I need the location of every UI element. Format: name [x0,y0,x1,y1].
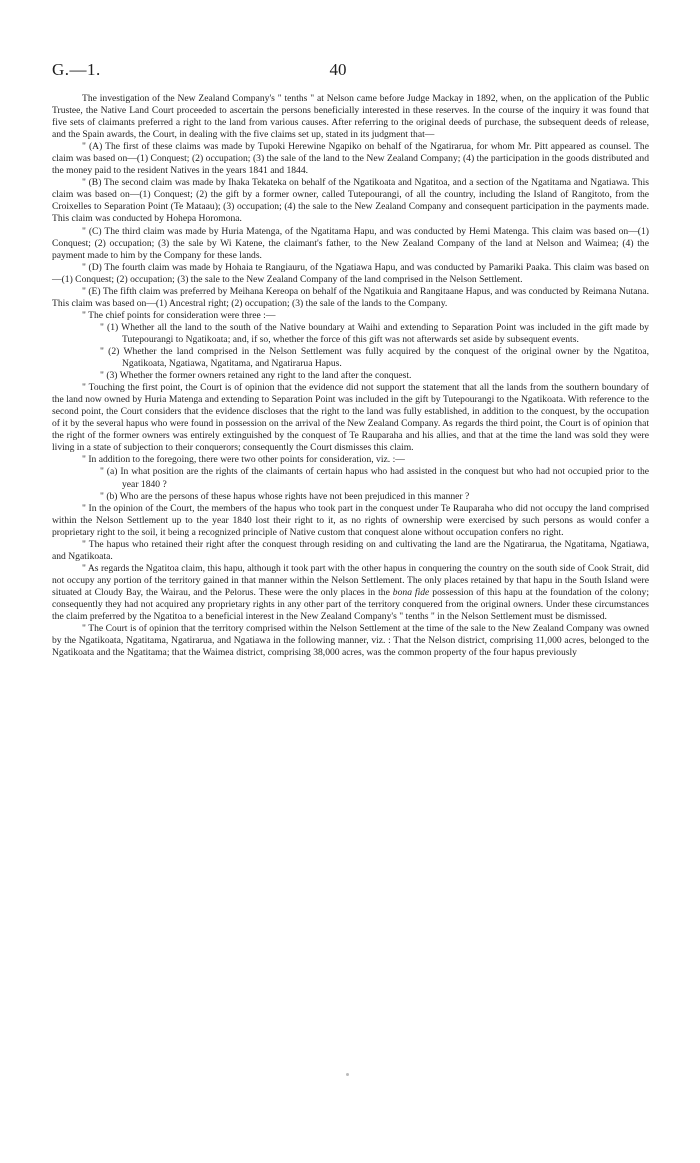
territory-paragraph: " The Court is of opinion that the territory comprised within the Nelson Settlement at the time of the sale to the New Zealand Company was owned by the Ngatikoata, Ngatitama, Ngatirarua, and Ngatiawa in the following manner, viz. : That the Nelson district, comprising 11,000 acres, belonged to the Ngatikoata and the Ngatitama; that the Waimea district, comprising 38,000 acres, was the common property of the four hapus previously [52,623,649,659]
question-b-label: " (b) [100,490,118,502]
claim-a-paragraph: " (A) The first of these claims was made by Tupoki Herewine Ngapiko on behalf of the Ngatirarua, for whom Mr. Pitt appeared as counsel. The claim was based on—(1) Conquest; (2) occupation; (3) the sale of the land to the New Zealand Company; (4) the participation in the goods distributed and the money paid to the resident Natives in the years 1841 and 1844. [52,141,649,177]
touching-paragraph: " Touching the first point, the Court is of opinion that the evidence did not support the statement that all the lands from the southern boundary of the land now owned by Huria Matenga and extending to Separation Point was included in the gift by Tutepourangi to the Ngatikoata. With reference to the second point, the Court considers that the evidence discloses that the right to the land was fully established, in addition to the conquest, by the occupation of it by the several hapus who were found in possession on the arrival of the New Zealand Company. As regards the third point, the Court is of opinion that the right of the former owners was entirely extinguished by the conquest of Te Rauparaha and his allies, and that at the time the land was sold they were living in a state of subjection to their conquerors; consequently the Court dismisses this claim. [52,382,649,454]
claim-b-paragraph: " (B) The second claim was made by Ihaka Tekateka on behalf of the Ngatikoata and Ngatitoa, and a section of the Ngatitama and Ngatiawa. This claim was based on—(1) Conquest; (2) the gift by a former owner, called Tutepourangi, of all the country, including the Island of Rangitoto, from the Croixelles to Separation Point (Te Mataau); (3) occupation; (4) the sale to the New Zealand Company and consequent participation in the payments made. This claim was conducted by Hohepa Horomona. [52,177,649,225]
claim-e-paragraph: " (E) The fifth claim was preferred by Meihana Kereopa on behalf of the Ngatikuia and Rangitaane Hapus, and was conducted by Reimana Nutana. This claim was based on—(1) Ancestral right; (2) occupation; (3) the sale of the lands to the Company. [52,285,649,309]
point-1-label: " (1) [100,321,119,333]
bona-fide-italic: bona fide [392,586,430,598]
point-2-label: " (2) [100,345,120,357]
document-code: G.—1. [52,60,101,79]
question-b-text: Who are the persons of these hapus whose rights have not been prejudiced in this manner ? [119,490,470,502]
question-a [52,466,649,490]
chief-points-paragraph: " The chief points for consideration were three :— [82,309,276,321]
hapus-paragraph: " The hapus who retained their right after the conquest through residing on and cultivating the land are the Ngatirarua, the Ngatitama, Ngatiawa, and Ngatikoata. [52,538,649,562]
claim-d-paragraph: " (D) The fourth claim was made by Hohaia te Rangiauru, of the Ngatiawa Hapu, and was conducted by Pamariki Paaka. This claim was based on—(1) Conquest; (2) occupation; (3) the sale to the New Zealand Company of the land comprised in the Nelson Settlement. [52,261,649,285]
point-2-text: Whether the land comprised in the Nelson Settlement was fully acquired by the conquest of the original owner by the Ngatitoa, Ngatikoata, Ngatiawa, Ngatitama, and Ngatirarua Hapus. [122,345,649,370]
addition-paragraph: " In addition to the foregoing, there were two other points for consideration, viz. :— [82,454,405,466]
point-3 [52,370,649,382]
question-b [52,491,649,503]
point-1-text: Whether all the land to the south of the Native boundary at Waihi and extending to Separation Point was included in the gift made by Tutepourangi to Ngatikoata; and, if so, whether the force of this gift was not afterwards set aside by subsequent events. [121,321,649,345]
point-3-label: " (3) [100,370,118,382]
claim-c-paragraph: " (C) The third claim was made by Huria Matenga, of the Ngatitama Hapu, and was conducted by Hemi Matenga. This claim was based on—(1) Conquest; (2) occupation; (3) the sale by Wi Katene, the claimant's father, to the New Zealand Company of the land at Nelson and Waimea; (4) the payment made to him by the Company for these lands. [52,225,649,261]
scan-speck [346,1073,349,1076]
opinion-paragraph: " In the opinion of the Court, the members of the hapus who took part in the conquest under Te Rauparaha who did not occupy the land comprised within the Nelson Settlement up to the year 1840 lost their right to it, as no rights of ownership were exercised by such persons as would confer a proprietary right to the soil, it being a recognized principle of Native custom that conquest alone without occupation confers no right. [52,502,649,538]
document-body [52,93,649,659]
intro-paragraph: The investigation of the New Zealand Company's " tenths " at Nelson came before Judge Mackay in 1892, when, on the application of the Public Trustee, the Native Land Court proceeded to ascertain the persons beneficially interested in these reserves. In the course of the inquiry it was found that five sets of claimants preferred a right to the land from various causes. After referring to the original deeds of purchase, the subsequent deeds of release, and the Spain awards, the Court, in dealing with the five claims set up, stated in its judgment that— [52,93,649,141]
point-1 [52,322,649,346]
page-number: 40 [329,60,347,79]
question-a-text: In what position are the rights of the claimants of certain hapus who had assisted in the conquest but who had not occupied prior to the year 1840 ? [120,466,650,490]
ngatitoa-text-1: " As regards the Ngatitoa claim, this hapu, although it took part with the other hapus in conquering the country on the south side of Cook Strait, did not occupy any portion of the territory gained in that manner within the Nelson Settlement. The only places retained by that hapu in the South Island were situated at Cloudy Bay, the Wairau, and the Pelorus. These were the only places in the [52,562,649,598]
ngatitoa-paragraph [52,563,649,623]
point-3-text: Whether the former owners retained any right to the land after the conquest. [119,370,412,382]
ngatitoa-text-2: possession of this hapu at the foundation of the colony; consequently they had not acquired any proprietary rights in any other part of the territory conquered from the original owners. Under these circumstances the claim preferred by the Ngatitoa to a beneficial interest in the New Zealand Company's " tenths " in the Nelson Settlement must be dismissed. [52,586,649,623]
question-a-label: " (a) [100,466,118,478]
point-2 [52,346,649,370]
